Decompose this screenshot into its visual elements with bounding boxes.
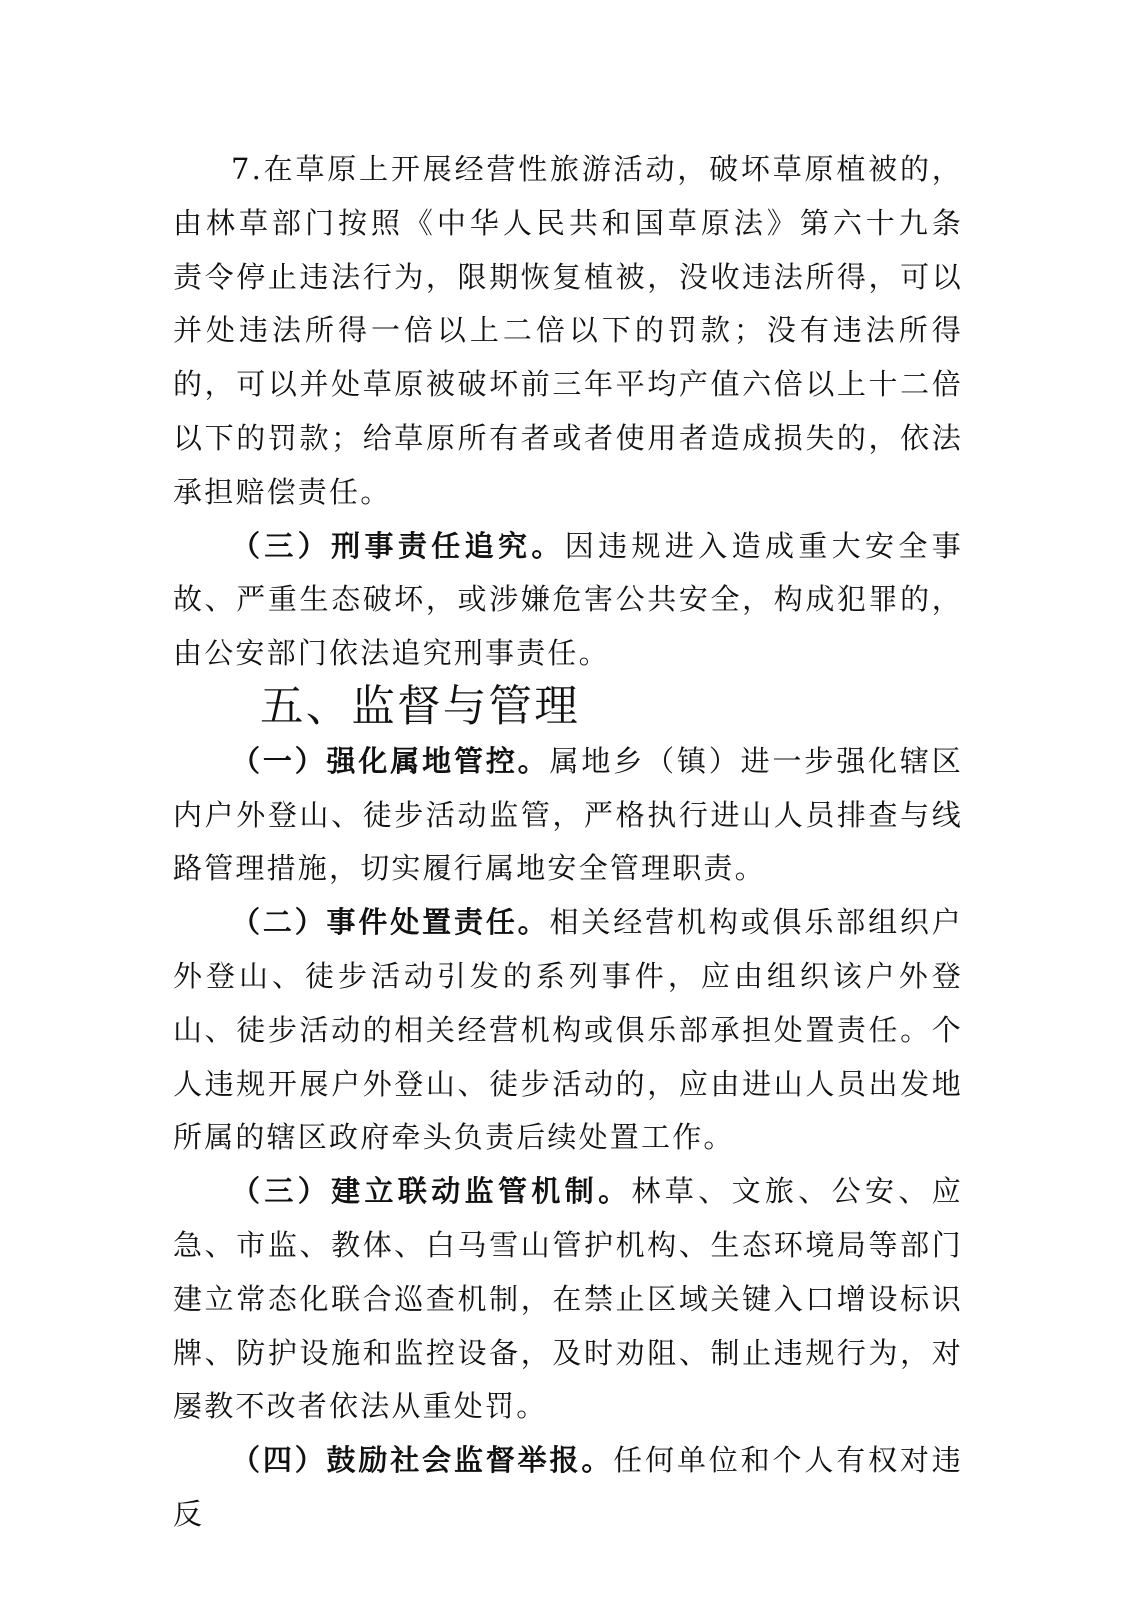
paragraph-text: 林草、文旅、公安、应急、市监、教体、白马雪山管护机构、生态环境局等部门建立常态化联合巡查机制，在禁止区域关键入口增设标识牌、防护设施和监控设备，及时劝阻、制止违规行为，对屡教不改者依法从重处罚。 [173,1174,963,1424]
paragraph-text: 属地乡（镇）进一步强化辖区内户外登山、徒步活动监管，严格执行进山人员排查与线路管理措施，切实履行属地安全管理职责。 [173,743,963,886]
paragraph-criminal-liability [173,520,963,681]
paragraph-lead: （四）鼓励社会监督举报。 [231,1443,614,1478]
paragraph-text: 7.在草原上开展经营性旅游活动，破坏草原植被的，由林草部门按照《中华人民共和国草原法》第六十九条 责令停止违法行为，限期恢复植被，没收违法所得，可以并处违法所得一倍以上二倍以下的罚款；没有违法所得的，可以并处草原被破坏前三年平均产值六倍以上十二倍以下的罚款；给草原所有者或者使用者造成损失的，依法承担赔偿责任。 [173,152,963,509]
paragraph-item-7 [173,143,963,520]
paragraph-text: 相关经营机构或俱乐部组织户外登山、徒步活动引发的系列事件，应由组织该户外登山、徒步活动的相关经营机构或俱乐部承担处置责任。个人违规开展户外登山、徒步活动的，应由进山人员出发地所属的辖区政府牵头负责后续处置工作。 [173,905,963,1155]
paragraph-lead: （三）刑事责任追究。 [231,528,565,563]
section-heading: 五、监督与管理 [260,681,580,732]
paragraph-text: 因违规进入造成重大安全事故、严重生态破坏，或涉嫌危害公共安全，构成犯罪的，由公安部门依法追究刑事责任。 [173,528,963,671]
document-page [173,143,963,1542]
paragraph-lead: （一）强化属地管控。 [231,743,550,778]
paragraph-text: 任何单位和个人有权对违反 [173,1443,963,1531]
paragraph-incident-handling [173,896,963,1165]
paragraph-lead: （三）建立联动监管机制。 [231,1174,632,1209]
paragraph-joint-supervision [173,1165,963,1434]
paragraph-lead: （二）事件处置责任。 [231,905,550,940]
paragraph-local-control [173,735,963,896]
paragraph-public-reporting [173,1434,963,1542]
